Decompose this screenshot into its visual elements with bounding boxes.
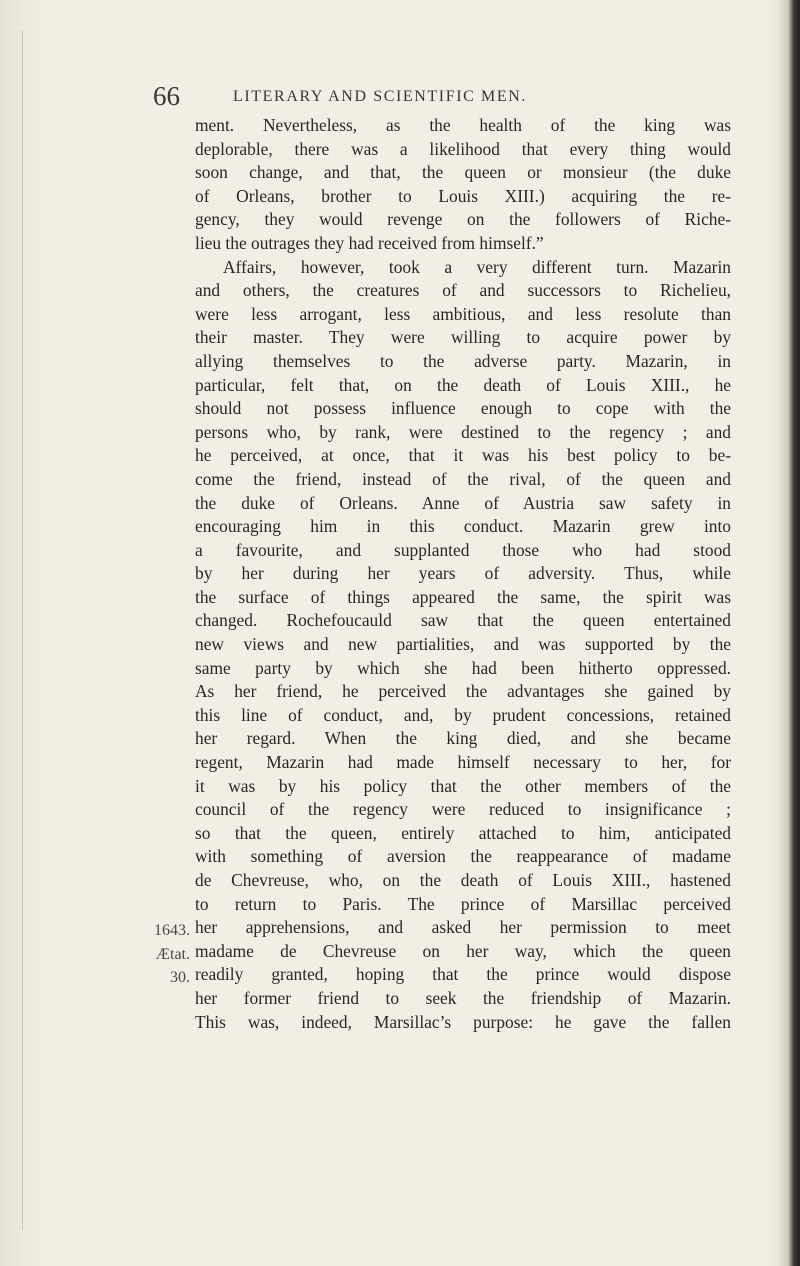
- text-line: council of the regency were reduced to insignificance ;: [195, 799, 731, 820]
- margin-note: [124, 919, 194, 990]
- text-line: so that the queen, entirely attached to him, anticipated: [195, 822, 731, 843]
- running-head: LITERARY AND SCIENTIFIC MEN.: [233, 88, 527, 105]
- text-line: her apprehensions, and asked her permission to meet: [195, 917, 731, 938]
- body-text: [195, 114, 731, 1034]
- text-line: changed. Rochefoucauld saw that the queen entertained: [195, 610, 731, 631]
- text-line: deplorable, there was a likelihood that every thing would: [195, 138, 731, 159]
- text-line: and others, the creatures of and successors to Richelieu,: [195, 280, 731, 301]
- page-header: [153, 80, 743, 112]
- left-page-edge: [0, 0, 44, 1266]
- text-line: gency, they would revenge on the followers of Riche-: [195, 209, 731, 230]
- text-line: encouraging him in this conduct. Mazarin grew into: [195, 516, 731, 537]
- text-line: lieu the outrages they had received from himself.”: [195, 232, 544, 253]
- text-line: persons who, by rank, were destined to the regency ; and: [195, 421, 731, 442]
- text-line: their master. They were willing to acquire power by: [195, 327, 731, 348]
- text-line: As her friend, he perceived the advantages she gained by: [195, 681, 731, 702]
- text-line: of Orleans, brother to Louis XIII.) acquiring the re-: [195, 185, 731, 206]
- text-line: ment. Nevertheless, as the health of the king was: [195, 115, 731, 135]
- text-line: her former friend to seek the friendship of Mazarin.: [195, 987, 731, 1008]
- text-line: readily granted, hoping that the prince would dispose: [195, 964, 731, 985]
- text-line: de Chevreuse, who, on the death of Louis XIII., hastened: [195, 870, 731, 890]
- text-line: come the friend, instead of the rival, of the queen and: [195, 468, 731, 489]
- text-line: This was, indeed, Marsillac’s purpose: he gave the fallen: [195, 1011, 731, 1032]
- text-line: allying themselves to the adverse party. Mazarin, in: [195, 350, 731, 371]
- margin-note-year: 1643.: [154, 922, 190, 939]
- binding-shadow: [22, 30, 23, 1230]
- text-line: the duke of Orleans. Anne of Austria saw safety in: [195, 492, 731, 513]
- text-line: a favourite, and supplanted those who had stood: [195, 539, 731, 560]
- text-line: her regard. When the king died, and she became: [195, 728, 731, 749]
- text-line: it was by his policy that the other members of the: [195, 775, 731, 796]
- margin-note-age: 30.: [170, 969, 190, 987]
- text-line: particular, felt that, on the death of Louis XIII., he: [195, 374, 731, 395]
- text-line: the surface of things appeared the same, the spirit was: [195, 586, 731, 607]
- right-page-edge: [766, 0, 800, 1266]
- text-line: with something of aversion the reappearance of madame: [195, 846, 731, 867]
- text-line: madame de Chevreuse on her way, which the queen: [195, 940, 731, 961]
- text-line: soon change, and that, the queen or monsieur (the duke: [195, 162, 731, 183]
- text-line: should not possess influence enough to cope with the: [195, 398, 731, 419]
- text-line: he perceived, at once, that it was his best policy to be-: [195, 445, 731, 466]
- page-number: 66: [153, 81, 180, 111]
- text-line: this line of conduct, and, by prudent concessions, retained: [195, 704, 731, 725]
- margin-note-aetat: Ætat.: [155, 945, 190, 963]
- text-line: were less arrogant, less ambitious, and less resolute than: [195, 303, 731, 324]
- text-line: to return to Paris. The prince of Marsillac perceived: [195, 893, 731, 914]
- text-line: new views and new partialities, and was supported by the: [195, 634, 731, 655]
- text-line: by her during her years of adversity. Thus, while: [195, 563, 731, 584]
- text-line: Affairs, however, took a very different turn. Mazarin: [223, 256, 731, 277]
- text-line: regent, Mazarin had made himself necessary to her, for: [195, 752, 731, 773]
- text-line: same party by which she had been hitherto oppressed.: [195, 657, 731, 678]
